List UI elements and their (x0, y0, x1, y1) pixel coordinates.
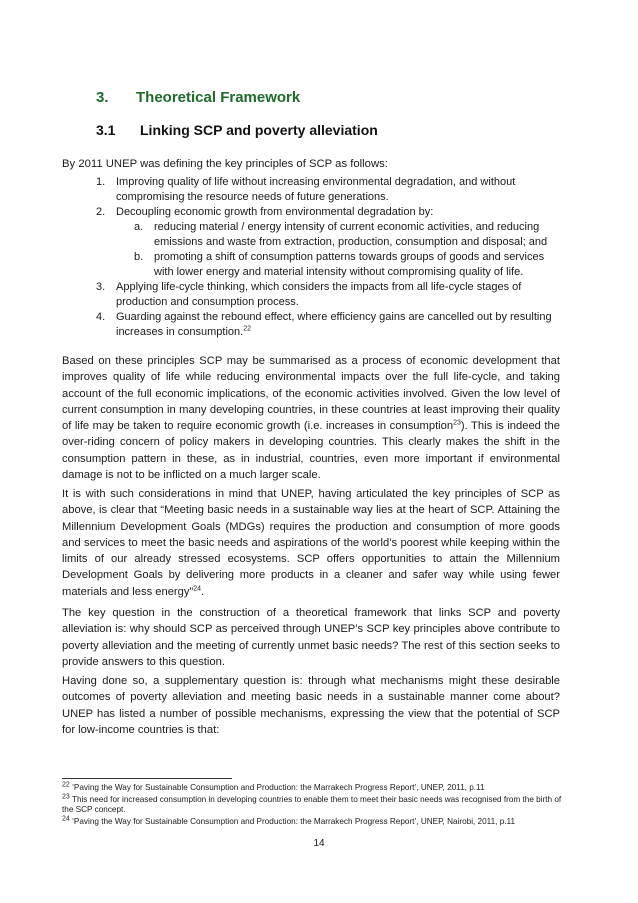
paragraph-4: Having done so, a supplementary question is: through what mechanisms might these desirable outcomes of poverty alleviation and meeting basic needs in a sustainable manner come about? UNEP has listed a number of possible mechanisms, expressing the view that the potential of SCP for low-income countries is that: (62, 675, 560, 736)
page-number: 14 (313, 838, 325, 849)
list-item: 2. Decoupling economic growth from environmental degradation by: (96, 206, 434, 218)
section-heading (96, 89, 300, 106)
sub-list-item: b. promoting a shift of consumption patterns towards groups of goods and services with lower energy and material intensity without compromising quality of life. (134, 251, 545, 278)
paragraph-3: The key question in the construction of a theoretical framework that links SCP and poverty alleviation is: why should SCP as perceived through UNEP’s SCP key principles above contribute to poverty alleviation and the meeting of currently unmet basic needs? The rest of this section seeks to provide answers to this question. (62, 607, 560, 668)
principles-list (62, 175, 562, 340)
intro-text: By 2011 UNEP was defining the key principles of SCP as follows: (62, 158, 388, 170)
sub-list-item: a. reducing material / energy intensity of current economic activities, and reducing emissions and waste from extraction, production, consumption and disposal; and (134, 221, 548, 248)
list-item: 1. Improving quality of life without increasing environmental degradation, and without compromising the resource needs of future generations. (96, 176, 516, 203)
footnote: $^{22}$ ‘Paving the Way for Sustainable Consumption and Production: the Marrakech Progress Report’, UNEP, 2011, p.11 (62, 781, 485, 792)
list-item: 4. Guarding against the rebound effect, where efficiency gains are cancelled out by resulting increases in consumption.$^{22}$ (96, 311, 552, 338)
footnote: $^{23}$ This need for increased consumption in developing countries to enable them to meet their basic needs was recognised from the birth of the SCP concept. (62, 793, 562, 814)
subsection-heading (96, 122, 378, 138)
list-item: 3. Applying life-cycle thinking, which considers the impacts from all life-cycle stages of production and consumption process. (96, 281, 522, 308)
footnote-ref[interactable]: 24 (193, 585, 201, 593)
footnote-divider (62, 778, 232, 779)
section-title: Theoretical Framework (136, 89, 301, 106)
footnote: $^{24}$ ‘Paving the Way for Sustainable Consumption and Production: the Marrakech Progress Report’, UNEP, Nairobi, 2011, p.11 (62, 815, 516, 826)
subsection-title: Linking SCP and poverty alleviation (140, 122, 378, 138)
footnote-ref[interactable]: 23 (453, 419, 461, 427)
paragraph-1: Based on these principles SCP may be summarised as a process of economic development that improves quality of life while reducing environmental impacts over the full life-cycle, and taking account of the full economic implications, of the economic activities involved. Given the low level of current consumption in many developing countries, in these countries at least improving their quality of life may be taken to require economic growth (i.e. increases in consumption$^{23}$). This is indeed the over-riding concern of policy makers in developing countries. This clearly makes the shift in the consumption pattern in these, as in industrial, countries, even more important if environmental damage is not to be inflicted on a much larger scale. (62, 355, 560, 482)
section-number: 3. (96, 89, 109, 106)
paragraph-2: It is with such considerations in mind that UNEP, having articulated the key principles of SCP as above, is clear that “Meeting basic needs in a sustainable way lies at the heart of SCP. Attaining the Millennium Development Goals (MDGs) requires the production and consumption of more goods and services to meet the basic needs and aspirations of the world’s poorest while keeping within the limits of our already stressed ecosystems. SCP offers opportunities to attain the Millennium Development Goals by delivering more products in a cleaner and safer way while using fewer materials and less energy”$^{24}$. (62, 488, 560, 598)
footnote-ref[interactable]: 22 (243, 325, 251, 333)
subsection-number: 3.1 (96, 122, 116, 138)
